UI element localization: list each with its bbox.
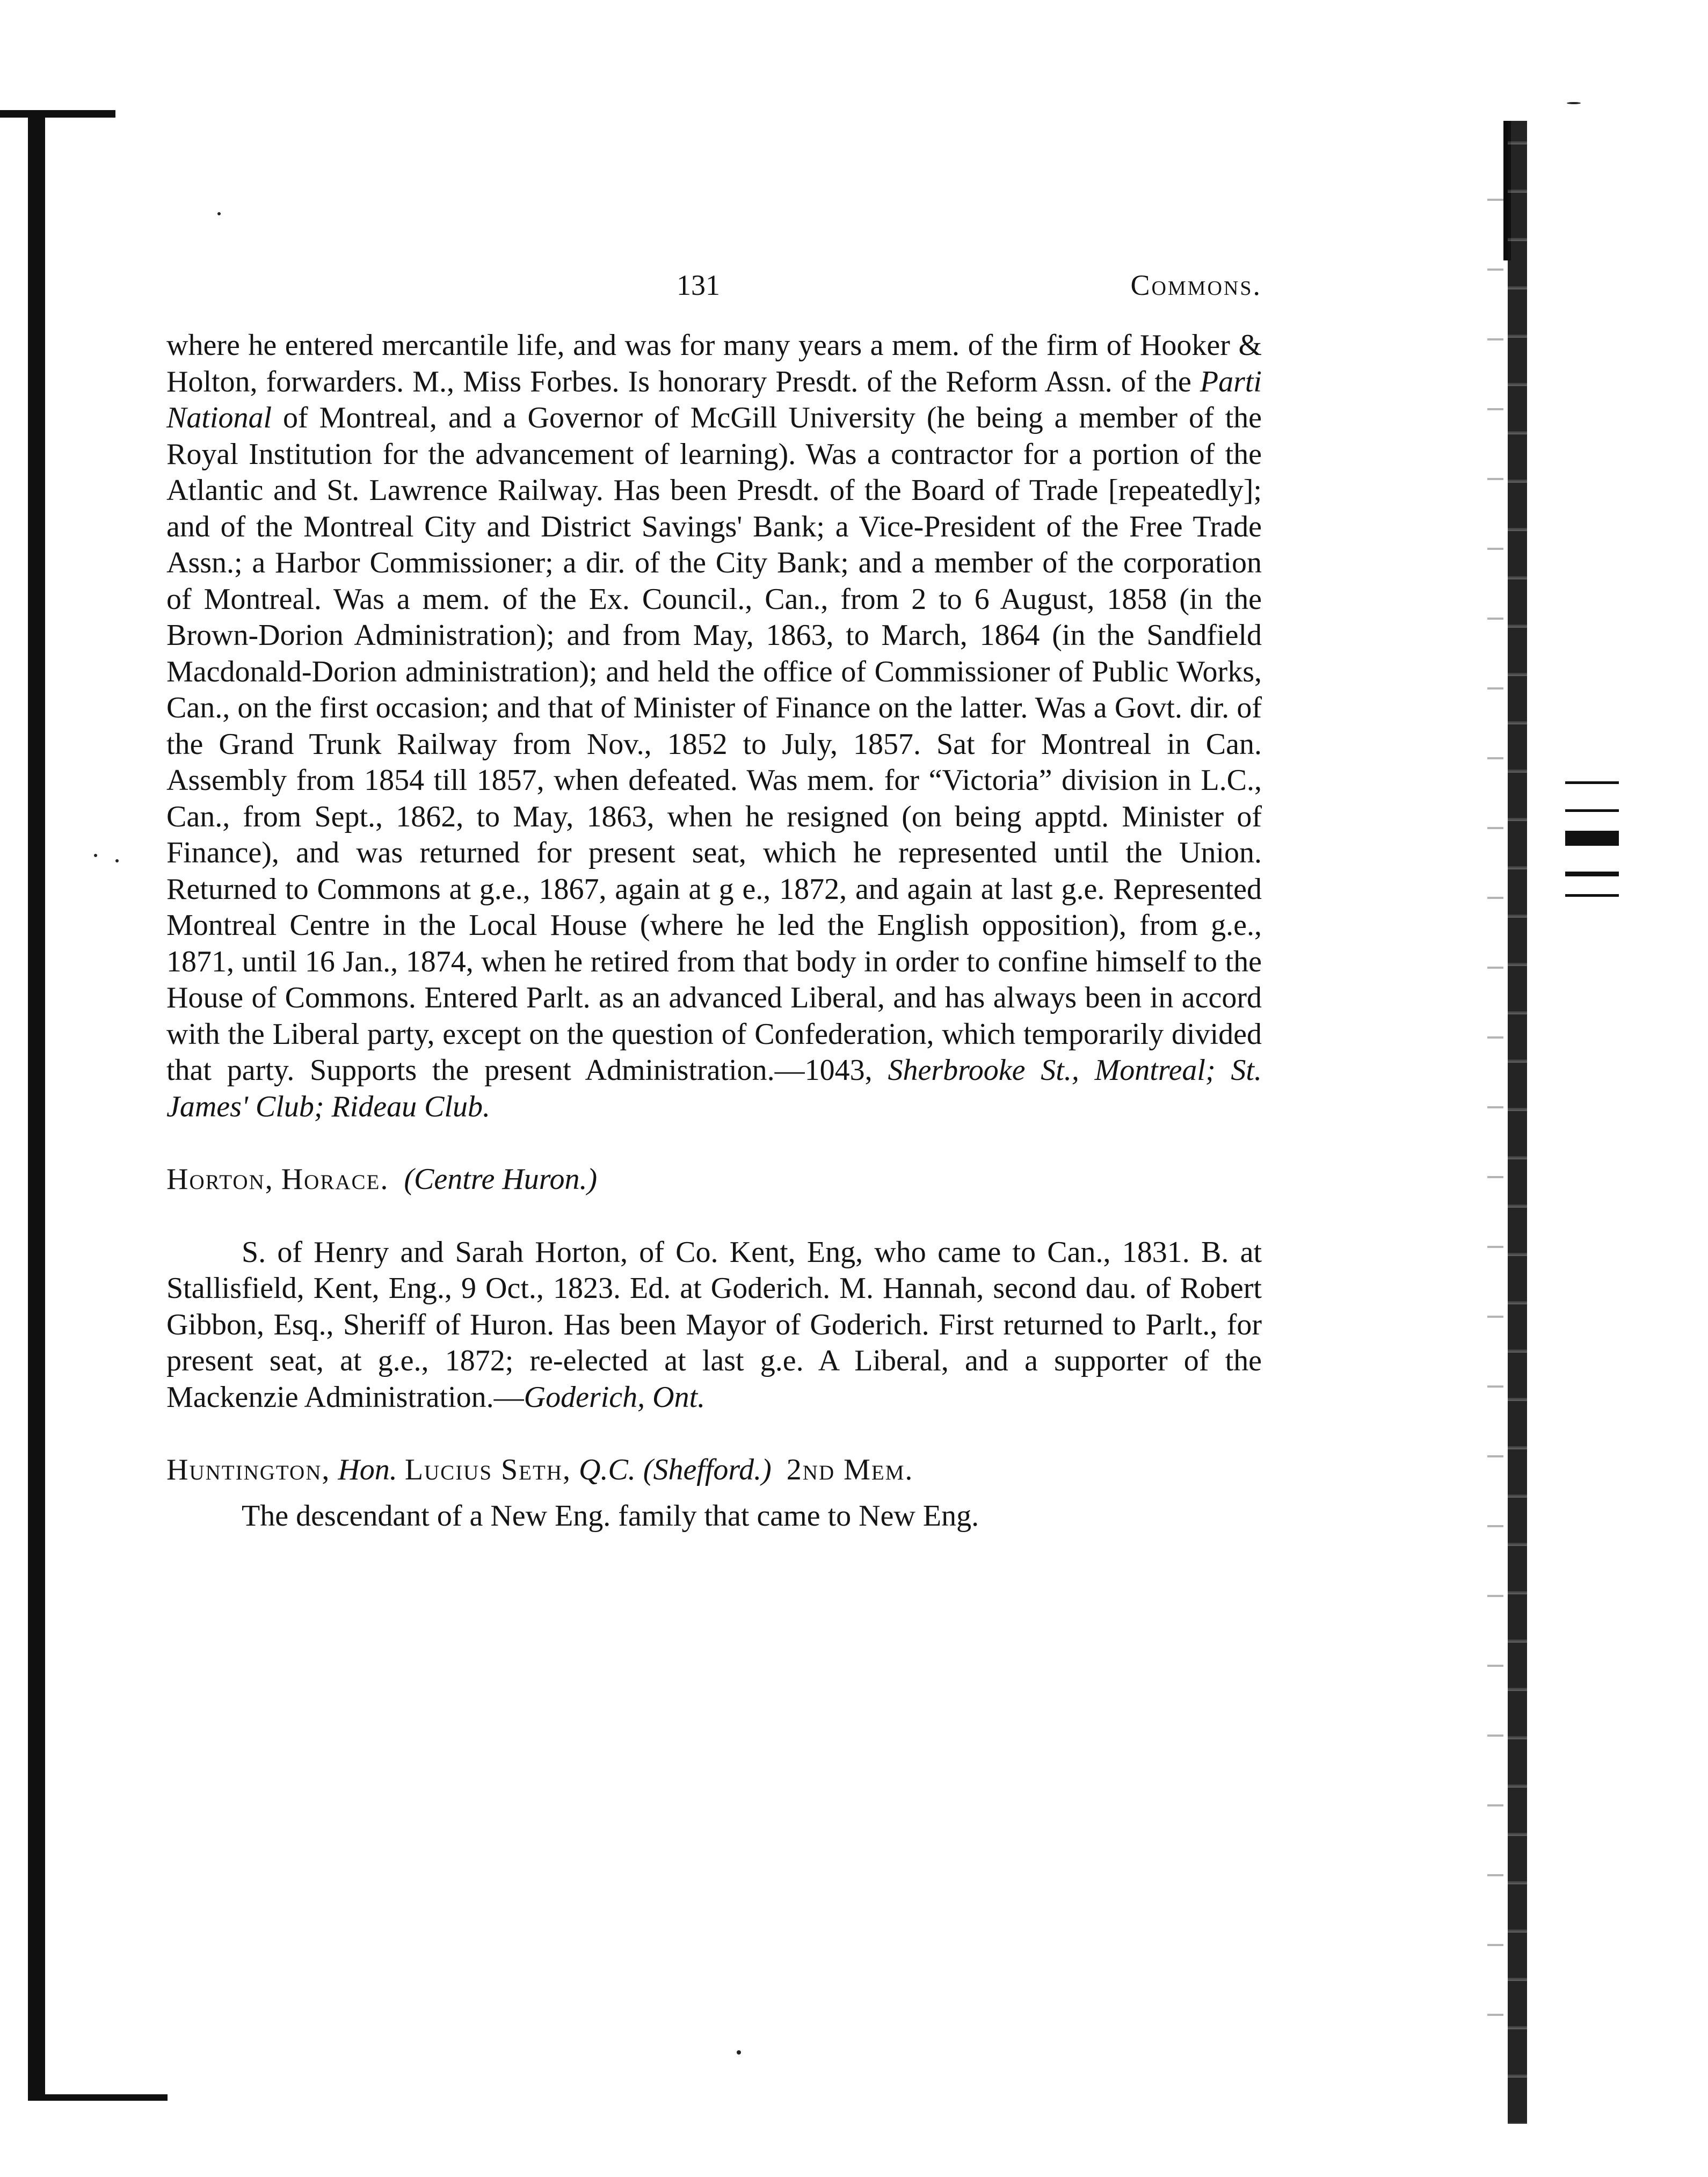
horton-given-name: Horace. (281, 1163, 389, 1196)
holton-entry-continued (166, 328, 1262, 1125)
page-number: 131 (677, 269, 720, 301)
huntington-entry-heading (166, 1452, 1262, 1489)
huntington-qc: Q.C. (579, 1453, 636, 1486)
huntington-honorific: Hon. (338, 1453, 397, 1486)
scan-speck (1567, 102, 1581, 104)
running-head (166, 258, 1262, 306)
huntington-constituency: (Shefford.) (643, 1453, 772, 1486)
holton-text-2: of Montreal, and a Governor of McGill University (he being a member of the Royal Institution for the advancement of learning). Was a contractor for a portion of the Atlantic and St. Lawrence Railway. Has been Presdt. of the Board of Trade [repeatedly]; and of the Montreal City and District Savings' Bank; a Vice-President of the Free Trade Assn.; a Harbor Commissioner; a dir. of the City Bank; and a member of the corporation of Montreal. Was a mem. of the Ex. Council., Can., from 2 to 6 August, 1858 (in the Brown-Dorion Administration); and from May, 1863, to March, 1864 (in the Sandfield Macdonald-Dorion administration); and held the office of Commissioner of Public Works, Can., on the first occasion; and that of Minister of Finance on the latter. Was a Govt. dir. of the Grand Trunk Railway from Nov., 1852 to July, 1857. Sat for Montreal in Can. Assembly from 1854 till 1857, when defeated. Was mem. for “Victoria” division in L.C., Can., from Sept., 1862, to May, 1863, when he resigned (on being apptd. Minister of Finance), and was returned for present seat, which he represented until the Union. Returned to Commons at g.e., 1867, again at g e., 1872, and again at last g.e. Represented Montreal Centre in the Local House (where he led the English opposition), from g.e., 1871, until 16 Jan., 1874, when he retired from that body in order to confine himself to the House of Commons. Entered Parlt. as an advanced Liberal, and has always been in accord with the Liberal party, except on the question of Confederation, which temporarily divided that party. Supports the present Administration.—1043, (166, 401, 1262, 1087)
book-page (166, 258, 1262, 1534)
horton-bio-text: S. of Henry and Sarah Horton, of Co. Kent, Eng, who came to Can., 1831. B. at Stallisfield, Kent, Eng., 9 Oct., 1823. Ed. at Goderich. M. Hannah, second dau. of Robert Gibbon, Esq., Sheriff of Huron. Has been Mayor of Goderich. First returned to Parlt., for present seat, at g.e., 1872; re-elected at last g.e. A Liberal, and a supporter of the Mackenzie Administration.— (166, 1235, 1262, 1414)
scan-speck (94, 854, 97, 857)
scan-border-left (28, 114, 45, 2101)
scan-border-top-left (0, 110, 115, 118)
huntington-bio-text: The descendant of a New Eng. family that came to New Eng. (242, 1499, 979, 1533)
scan-border-right (1508, 121, 1527, 2124)
party-name: Parti National (166, 365, 1262, 434)
horton-constituency: (Centre Huron.) (404, 1163, 598, 1196)
scan-speck (737, 2050, 741, 2055)
section-title: Commons. (1130, 269, 1262, 301)
scan-edge-specks (1487, 161, 1503, 2041)
horton-surname: Horton, (166, 1163, 274, 1196)
huntington-surname: Huntington, (166, 1453, 331, 1486)
scan-speck (115, 859, 119, 862)
holton-address: Sherbrooke St., Montreal; St. James' Club; Rideau Club. (166, 1054, 1262, 1123)
scan-speck (217, 212, 221, 215)
huntington-given-name: Lucius Seth, (404, 1453, 571, 1486)
huntington-biography (166, 1498, 1262, 1535)
huntington-member-label: 2nd Mem. (786, 1453, 914, 1486)
horton-biography (166, 1235, 1262, 1416)
horton-entry-heading (166, 1162, 1262, 1198)
scan-border-bottom-left (28, 2094, 168, 2101)
holton-text: where he entered mercantile life, and was for many years a mem. of the firm of Hooker & Holton, forwarders. M., Miss Forbes. Is honorary Presdt. of the Reform Assn. of the (166, 329, 1262, 398)
scan-mark-lines (1565, 781, 1619, 910)
horton-address: Goderich, Ont. (524, 1380, 706, 1414)
